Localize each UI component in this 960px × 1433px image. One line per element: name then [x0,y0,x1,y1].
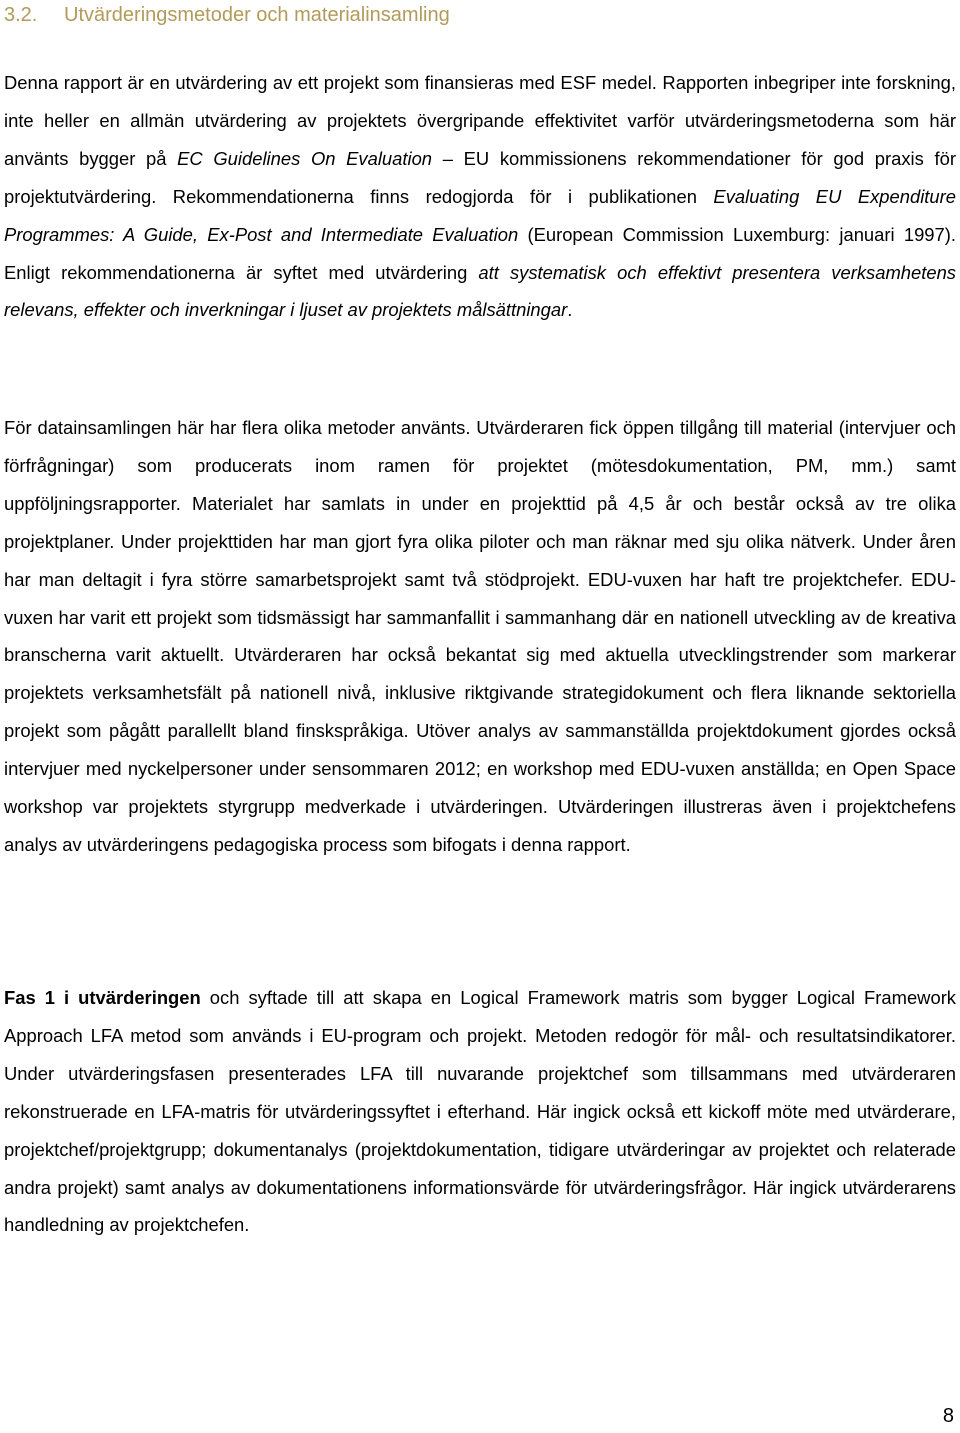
paragraph-evaluation-method [4,64,956,329]
page-number: 8 [942,1405,954,1427]
paragraph-data-collection [4,409,956,864]
paragraph-text: . [567,299,573,321]
paragraph-text: – EU kommissionens rekommendationer för god praxis för projektutvärdering. Rekommendationerna finns redogjorda för i publikationen [4,147,956,207]
italic-definition: att systematisk och effektivt presentera verksamhetens relevans, effekter och inverkningar i ljuset av projektets målsättningar [4,261,956,321]
section-title: Utvärderingsmetoder och materialinsamling [64,4,450,26]
paragraph-phase-1 [4,979,956,1244]
paragraph-text: Denna rapport är en utvärdering av ett projekt som finansieras med ESF medel. Rapporten inbegriper inte forskning, inte heller en allmän utvärdering av projektets övergripande effektivitet varför utvärderingsmetoderna som här använts bygger på [4,72,956,169]
paragraph-text: och syftade till att skapa en Logical Framework matris som bygger Logical Framework Approach LFA metod som används i EU-program och projekt. Metoden redogör för mål- och resultatsindikatorer. Under utvärderingsfasen presenterades LFA till nuvarande projektchef som tillsammans med utvärderaren rekonstruerade en LFA-matris för utvärderingssyftet i efterhand. Här ingick också ett kickoff möte med utvärderare, projektchef/projektgrupp; dokumentanalys (projektdokumentation, tidigare utvärderingar av projektet och relaterade andra projekt) samt analys av dokumentationens informationsvärde för utvärderingsfrågor. Här ingick utvärderarens handledning av projektchefen. [4,987,957,1236]
bold-phase-label: Fas 1 i utvärderingen [4,987,201,1008]
italic-publication-title: Evaluating EU Expenditure Programmes: A Guide, Ex-Post and Intermediate Evaluation [4,185,956,245]
paragraph-text: För datainsamlingen här har flera olika metoder använts. Utvärderaren fick öppen tillgång till material (intervjuer och förfrågningar) som producerats inom ramen för projektet (mötesdokumentation, PM, mm.) samt uppföljningsrapporter. Materialet har samlats in under en projekttid på 4,5 år och består också av tre olika projektplaner. Under projekttiden har man gjort fyra olika piloter och man räknar med sju olika nätverk. Under åren har man deltagit i fyra större samarbetsprojekt samt två stödprojekt. EDU-vuxen har haft tre projektchefer. EDU-vuxen har varit ett projekt som tidsmässigt har sammanfallit i sammanhang där en nationell utveckling av de kreativa branscherna varit aktuellt. Utvärderaren har också bekantat sig med aktuella utvecklingstrender som markerar projektets verksamhetsfält på nationell nivå, inklusive riktgivande strategidokument och flera liknande sektoriella projekt som pågått parallellt bland finskspråkiga. Utöver analys av sammanställda projektdokument gjordes också intervjuer med nyckelpersoner under sensommaren 2012; en workshop med EDU-vuxen anställda; en Open Space workshop var projektets styrgrupp medverkade i utvärderingen. Utvärderingen illustreras även i projektchefens analys av utvärderingens pedagogiska process som bifogats i denna rapport. [4,417,956,855]
italic-reference: EC Guidelines On Evaluation [177,147,433,169]
paragraph-text: (European Commission Luxemburg: januari 1997). Enligt rekommendationerna är syftet med utvärdering [4,223,956,283]
section-number: 3.2. [4,4,38,26]
section-heading [4,0,450,30]
